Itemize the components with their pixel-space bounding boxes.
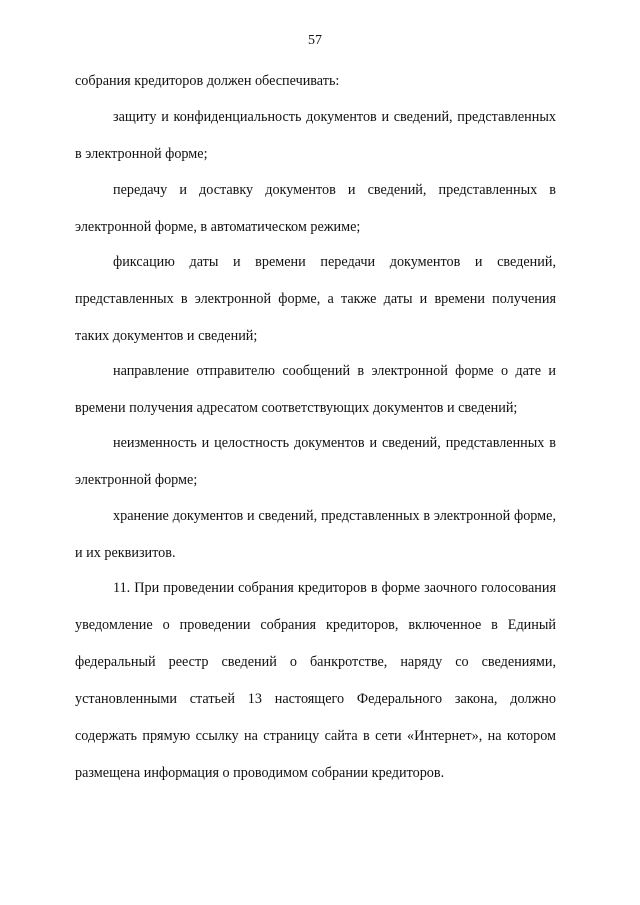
page-number: 57 bbox=[308, 33, 322, 48]
paragraph-timestamp: фиксацию даты и времени передачи документов и сведений, представленных в электронной форме, а также даты и времени получения таких документов и сведений; bbox=[75, 254, 556, 344]
paragraph-storage: хранение документов и сведений, представленных в электронной форме, и их реквизитов. bbox=[75, 508, 556, 561]
paragraph-intro: собрания кредиторов должен обеспечивать: bbox=[75, 73, 340, 89]
paragraph-protection: защиту и конфиденциальность документов и сведений, представленных в электронной форме; bbox=[75, 109, 556, 162]
paragraph-transfer: передачу и доставку документов и сведений, представленных в электронной форме, в автоматическом режиме; bbox=[75, 182, 556, 235]
paragraph-integrity: неизменность и целостность документов и сведений, представленных в электронной форме; bbox=[75, 435, 556, 488]
paragraph-item-11: 11. При проведении собрания кредиторов в форме заочного голосования уведомление о проведении собрания кредиторов, включенное в Единый федеральный реестр сведений о банкротстве, наряду со сведениями, установленными статьей 13 настоящего Федерального закона, должно содержать прямую ссылку на страницу сайта в сети «Интернет», на котором размещена информация о проводимом собрании кредиторов. bbox=[75, 580, 556, 781]
paragraph-notification: направление отправителю сообщений в электронной форме о дате и времени получения адресатом соответствующих документов и сведений; bbox=[75, 363, 556, 416]
